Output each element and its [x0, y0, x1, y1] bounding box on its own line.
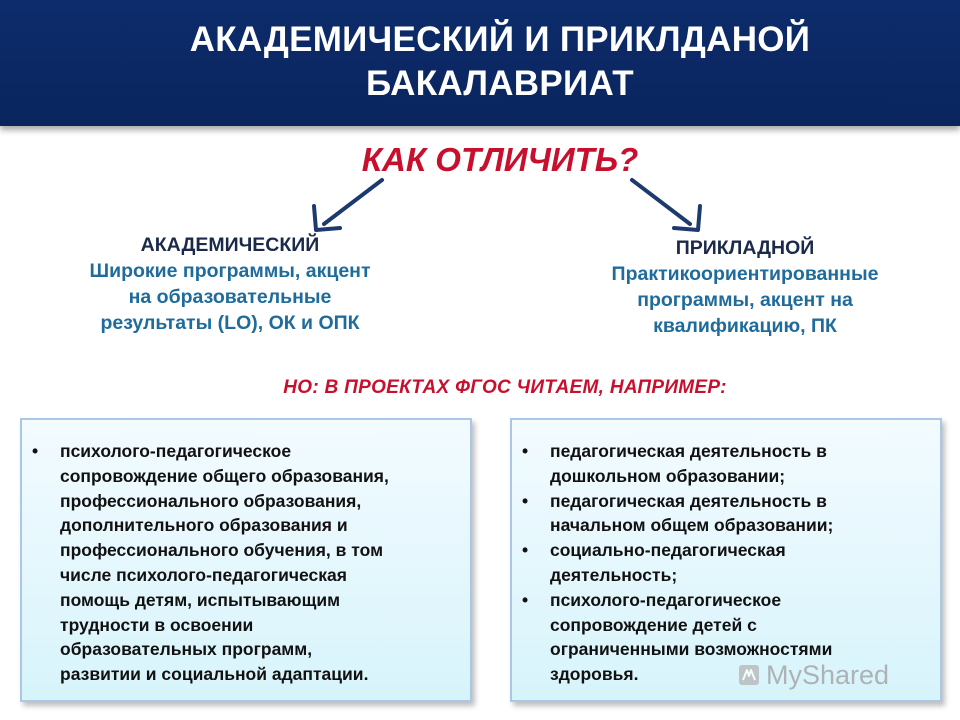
bullet-icon: • — [522, 490, 529, 511]
applied-column — [555, 235, 935, 339]
bullet-icon: • — [32, 441, 39, 461]
academic-desc-line-1: Широкие программы, акцент — [89, 260, 371, 282]
list-item-line: профессионального обучения, в том — [60, 540, 384, 561]
academic-heading: АКАДЕМИЧЕСКИЙ — [140, 234, 320, 256]
list-item-line: ограниченными возможностями — [550, 639, 833, 660]
academic-desc-line-2: на образовательные — [128, 286, 332, 308]
applied-desc-line-3: квалификацию, ПК — [653, 315, 837, 337]
bullet-icon: • — [522, 540, 529, 561]
list-item-line: трудности в освоении — [60, 614, 254, 635]
bullet-icon: • — [522, 441, 529, 461]
list-item-line: педагогическая деятельность в — [550, 441, 827, 461]
list-item-line: сопровождение общего образования, — [60, 465, 389, 486]
bullet-icon: • — [522, 589, 529, 610]
applied-desc-line-1: Практикоориентированные — [611, 263, 879, 285]
list-item-line: образовательных программ, — [60, 639, 313, 660]
list-item-line: социально-педагогическая — [550, 540, 786, 561]
academic-column — [50, 232, 410, 336]
list-item — [512, 538, 936, 588]
slide-title-line-1: АКАДЕМИЧЕСКИЙ И ПРИКЛДАНОЙ — [189, 20, 811, 59]
slide-title-line-2: БАКАЛАВРИАТ — [366, 64, 634, 103]
list-item — [512, 439, 936, 489]
list-item-line: дополнительного образования и — [60, 515, 348, 536]
list-item — [22, 439, 464, 687]
applied-heading: ПРИКЛАДНОЙ — [675, 237, 815, 259]
academic-desc-line-3: результаты (LO), ОК и ОПК — [100, 312, 360, 334]
myshared-logo-icon — [738, 664, 760, 686]
list-item-line: числе психолого-педагогическая — [60, 564, 347, 585]
watermark — [738, 660, 938, 690]
left-example-box — [20, 418, 472, 702]
arrow-right-icon — [624, 176, 714, 236]
list-item-line: психолого-педагогическое — [550, 589, 782, 610]
watermark-text: MyShared — [766, 660, 890, 690]
left-example-list — [22, 439, 464, 687]
right-example-list — [512, 439, 936, 687]
list-item-line: педагогическая деятельность в — [550, 490, 827, 511]
slide-title — [120, 18, 880, 106]
list-item-line: начальном общем образовании; — [550, 515, 834, 536]
list-item-line: развитии и социальной адаптации. — [60, 664, 369, 685]
list-item-line: сопровождение детей с — [550, 614, 757, 635]
list-item-line: дошкольном образовании; — [550, 465, 786, 486]
list-item-line: здоровья. — [550, 664, 639, 685]
list-item — [512, 489, 936, 539]
applied-desc-line-2: программы, акцент на — [637, 289, 853, 311]
list-item-line: профессионального образования, — [60, 490, 362, 511]
title-banner — [0, 0, 960, 126]
list-item-line: деятельность; — [550, 564, 678, 585]
list-item-line: психолого-педагогическое — [60, 441, 292, 461]
arrow-left-icon — [300, 176, 390, 236]
list-item-line: помощь детям, испытывающим — [60, 589, 341, 610]
but-note: НО: В ПРОЕКТАХ ФГОС ЧИТАЕМ, НАПРИМЕР: — [283, 377, 727, 398]
question-heading: КАК ОТЛИЧИТЬ? — [361, 141, 639, 178]
